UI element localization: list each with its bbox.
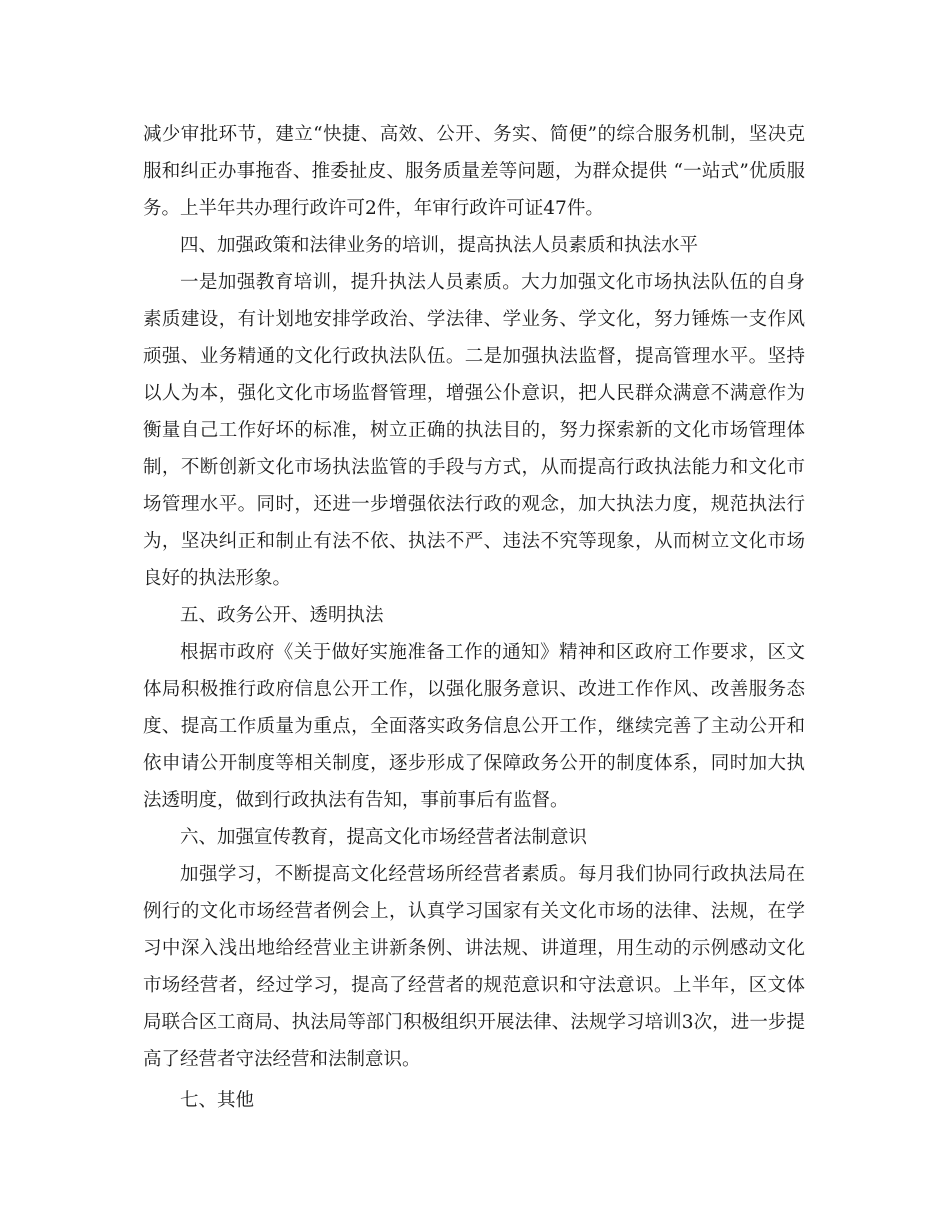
paragraph-training: 一是加强教育培训，提升执法人员素质。大力加强文化市场执法队伍的自身素质建设，有计划地安排学政治、学法律、学业务、学文化，努力锤炼一支作风顽强、业务精通的文化行政执法队伍。二是加强执法监督，提高管理水平。坚持以人为本，强化文化市场监督管理，增强公仆意识，把人民群众满意不满意作为衡量自己工作好坏的标准，树立正确的执法目的，努力探索新的文化市场管理体制，不断创新文化市场执法监管的手段与方式，从而提高行政执法能力和文化市场管理水平。同时，还进一步增强依法行政的观念，加大执法力度，规范执法行为，坚决纠正和制止有法不依、执法不严、违法不究等现象，从而树立文化市场良好的执法形象。 bbox=[143, 272, 805, 589]
paragraph-transparency: 根据市政府《关于做好实施准备工作的通知》精神和区政府工作要求，区文体局积极推行政府信息公开工作，以强化服务意识、改进工作作风、改善服务态度、提高工作质量为重点，全面落实政务信息公开工作，继续完善了主动公开和依申请公开制度等相关制度，逐步形成了保障政务公开的制度体系，同时加大执法透明度，做到行政执法有告知，事前事后有监督。 bbox=[143, 642, 805, 811]
section-heading-training: 四、加强政策和法律业务的培训，提高执法人员素质和执法水平 bbox=[180, 235, 699, 256]
document-page bbox=[143, 116, 805, 1119]
paragraph-service-mechanism: 减少审批环节，建立“快捷、高效、公开、务实、简便”的综合服务机制，坚决克服和纠正办事拖沓、推委扯皮、服务质量差等问题，为群众提供 “一站式”优质服务。上半年共办理行政许可2件，年审行政许可证47件。 bbox=[143, 124, 805, 219]
section-heading-transparency: 五、政务公开、透明执法 bbox=[180, 605, 384, 626]
section-heading-other: 七、其他 bbox=[180, 1090, 255, 1111]
paragraph-education: 加强学习，不断提高文化经营场所经营者素质。每月我们协同行政执法局在例行的文化市场经营者例会上，认真学习国家有关文化市场的法律、法规，在学习中深入浅出地给经营业主讲新条例、讲法规、讲道理，用生动的示例感动文化市场经营者，经过学习，提高了经营者的规范意识和守法意识。上半年，区文体局联合区工商局、执法局等部门积极组织开展法律、法规学习培训3次，进一步提高了经营者守法经营和法制意识。 bbox=[143, 864, 805, 1070]
section-heading-education: 六、加强宣传教育，提高文化市场经营者法制意识 bbox=[180, 827, 588, 848]
